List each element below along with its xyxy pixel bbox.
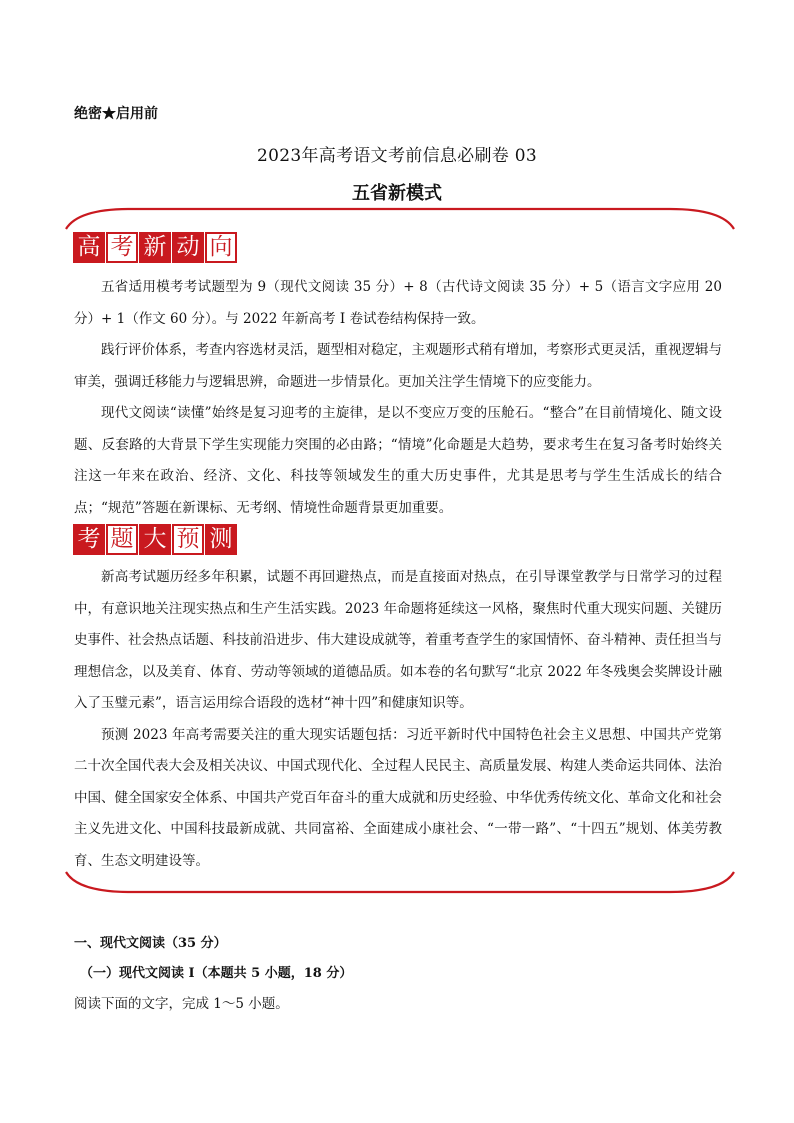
paragraph: 五省适用模考考试题型为 9（现代文阅读 35 分）+ 8（古代诗文阅读 35 分）+ 5（语言文字应用 20 分）+ 1（作文 60 分）。与 2022 年新高考 I 卷试卷结构保持一致。	[74, 279, 722, 327]
badge-char: 预	[172, 524, 204, 555]
badge-char: 新	[139, 232, 171, 263]
predictions-text-block	[74, 562, 722, 877]
badge-char: 向	[205, 232, 237, 263]
badge-char: 动	[172, 232, 204, 263]
paragraph: 预测 2023 年高考需要关注的重大现实话题包括：习近平新时代中国特色社会主义思想、中国共产党第二十次全国代表大会及相关决议、中国式现代化、全过程人民民主、高质量发展、构建人类命运共同体、法治中国、健全国家安全体系、中国共产党百年奋斗的重大成就和历史经验、中华优秀传统文化、革命文化和社会主义先进文化、中国科技最新成就、共同富裕、全面建成小康社会、“一带一路”、“十四五”规划、体美劳教育、生态文明建设等。	[74, 726, 722, 869]
badge-char: 大	[139, 524, 171, 555]
trends-text-block	[74, 272, 722, 524]
exam-title: 2023年高考语文考前信息必刷卷 03	[257, 146, 537, 166]
section-heading: 一、现代文阅读（35 分）	[74, 936, 227, 951]
paragraph: 践行评价体系，考查内容选材灵活，题型相对稳定，主观题形式稍有增加，考察形式更灵活，重视逻辑与审美，强调迁移能力与逻辑思辨，命题进一步情景化。更加关注学生情境下的应变能力。	[74, 342, 722, 390]
badge-predictions	[73, 524, 238, 555]
reading-instruction: 阅读下面的文字，完成 1～5 小题。	[74, 996, 289, 1012]
top-arc-divider	[60, 205, 740, 235]
confidential-label: 绝密★启用前	[74, 106, 158, 122]
badge-new-trends	[73, 232, 238, 263]
paragraph: 现代文阅读“读懂”始终是复习迎考的主旋律，是以不变应万变的压舱石。“整合”在目前情境化、随文设题、反套路的大背景下学生实现能力突围的必由路；“情境”化命题是大趋势，要求考生在复习备考时始终关注这一年来在政治、经济、文化、科技等领域发生的重大历史事件，尤其是思考与学生生活成长的结合点；“规范”答题在新课标、无考纲、情境性命题背景更加重要。	[74, 405, 722, 516]
badge-char: 题	[106, 524, 138, 555]
exam-subtitle: 五省新模式	[352, 183, 442, 204]
bottom-arc-divider	[60, 868, 740, 896]
badge-char: 测	[205, 524, 237, 555]
subsection-heading: （一）现代文阅读 I（本题共 5 小题，18 分）	[80, 966, 353, 981]
badge-char: 考	[106, 232, 138, 263]
badge-char: 考	[73, 524, 105, 555]
badge-char: 高	[73, 232, 105, 263]
paragraph: 新高考试题历经多年积累，试题不再回避热点，而是直接面对热点，在引导课堂教学与日常学习的过程中，有意识地关注现实热点和生产生活实践。2023 年命题将延续这一风格，聚焦时代重大现实问题、关键历史事件、社会热点话题、科技前沿进步、伟大建设成就等，着重考查学生的家国情怀、奋斗精神、责任担当与理想信念，以及美育、体育、劳动等领域的道德品质。如本卷的名句默写“北京 2022 年冬残奥会奖牌设计融入了玉璧元素”，语言运用综合语段的选材“神十四”和健康知识等。	[74, 569, 722, 711]
